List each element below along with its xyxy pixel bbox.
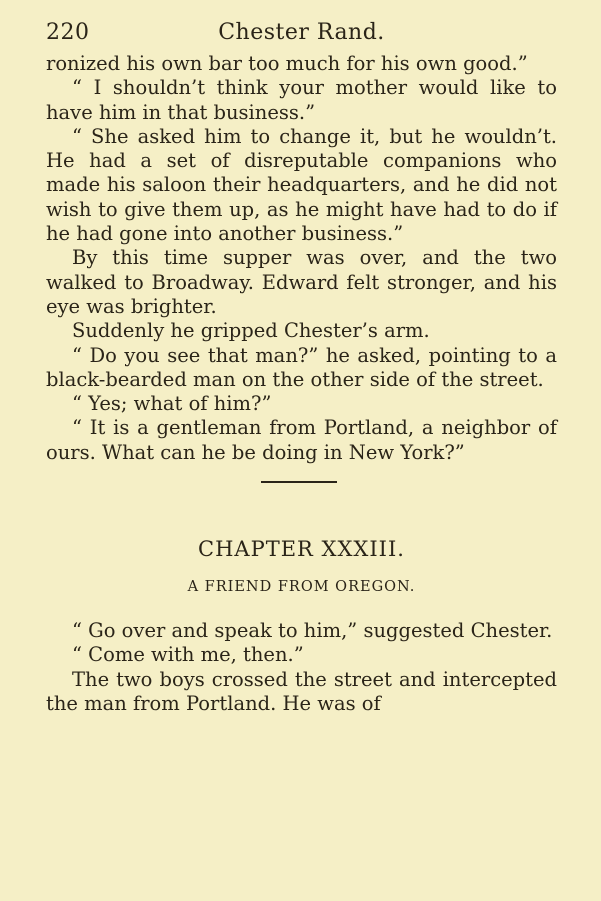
horizontal-rule	[261, 481, 337, 483]
chapter-title: CHAPTER XXXIII.	[198, 537, 405, 562]
page-header	[46, 18, 557, 52]
paragraph: “ I shouldn’t think your mother would like to have him in that business.”	[46, 76, 557, 124]
paragraph: “ Yes; what of him?”	[72, 392, 272, 416]
paragraph: “ Come with me, then.”	[72, 643, 304, 667]
paragraph: By this time supper was over, and the two walked to Broadway. Edward felt stronger, and his eye was brighter.	[46, 246, 557, 318]
paragraph: ronized his own bar too much for his own good.”	[46, 52, 528, 75]
paragraph: “ It is a gentleman from Portland, a neighbor of ours. What can he be doing in New York?”	[46, 416, 557, 464]
body-text-part2	[46, 619, 557, 716]
chapter-subtitle: A FRIEND FROM OREGON.	[187, 579, 416, 596]
paragraph: “ She asked him to change it, but he wouldn’t. He had a set of disreputable companions who made his saloon their headquarters, and he did not wish to give them up, as he might have had to do if he had gone into another business.”	[46, 124, 557, 246]
body-text-part1	[46, 52, 557, 465]
paragraph: The two boys crossed the street and intercepted the man from Portland. He was of	[46, 667, 557, 715]
paragraph: “ Do you see that man?” he asked, pointing to a black-bearded man on the other side of the street.	[46, 343, 557, 391]
running-title: Chester Rand.	[218, 20, 385, 45]
page-number: 220	[46, 20, 90, 45]
paragraph: “ Go over and speak to him,” suggested Chester.	[72, 619, 553, 643]
section-divider	[46, 465, 557, 499]
paragraph: Suddenly he gripped Chester’s arm.	[72, 319, 430, 343]
